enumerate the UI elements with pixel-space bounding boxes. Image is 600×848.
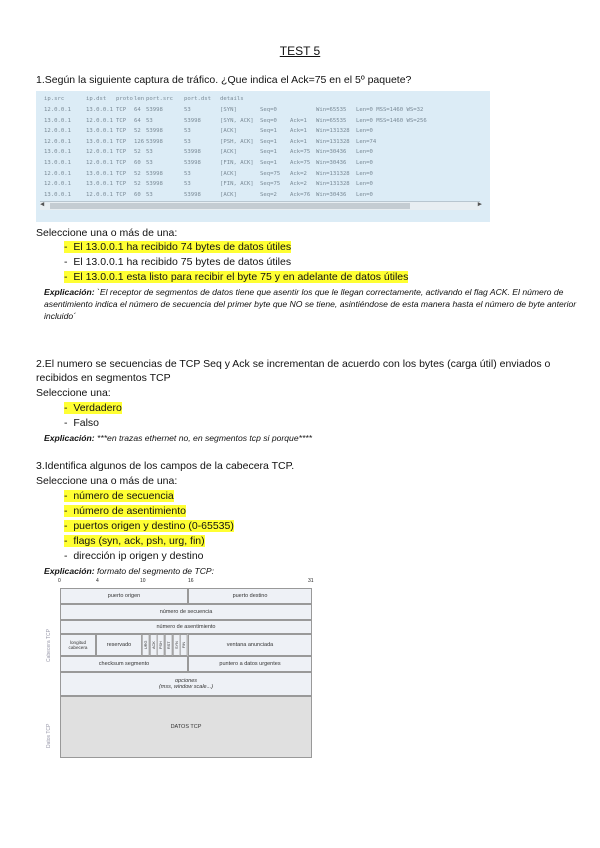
trace-cell: 52 (134, 181, 141, 188)
trace-cell: 52 (134, 128, 141, 135)
field-datos-tcp: DATOS TCP (60, 696, 312, 758)
trace-cell: 13.0.0.1 (44, 117, 71, 124)
trace-cell: Win=131328 (316, 181, 350, 188)
trace-cell: TCP (116, 107, 127, 113)
trace-cell: Seq=1 (260, 160, 277, 166)
trace-cell: 53998 (146, 128, 163, 135)
q2-explanation-text: ***en trazas ethernet no, en segmentos tcp si porque**** (94, 433, 312, 443)
trace-cell: Len=74 (356, 138, 377, 145)
trace-cell: [ACK] (220, 191, 237, 198)
trace-cell: Win=131328 (316, 138, 350, 145)
scrollbar-thumb[interactable] (50, 203, 410, 209)
trace-cell: Seq=75 (260, 170, 281, 177)
trace-cell: [SYN, ACK] (220, 117, 254, 124)
trace-cell: 13.0.0.1 (44, 149, 71, 156)
trace-cell: 53 (184, 128, 191, 135)
q1-option[interactable]: - El 13.0.0.1 ha recibido 74 bytes de datos útiles (64, 241, 292, 253)
trace-cell: Len=0 (356, 170, 373, 177)
trace-cell: Ack=2 (290, 170, 307, 177)
trace-cell: 60 (134, 191, 141, 198)
q3-option[interactable]: - dirección ip origen y destino (64, 550, 204, 562)
trace-cell: Ack=76 (290, 191, 311, 198)
trace-cell: TCP (116, 160, 127, 166)
trace-cell: Win=30436 (316, 191, 347, 198)
trace-col-header: ip.src (44, 96, 65, 102)
trace-row (44, 118, 427, 124)
trace-cell: 53998 (146, 181, 163, 188)
trace-cell: TCP (116, 117, 127, 124)
q3-option[interactable]: - número de secuencia (64, 490, 174, 502)
q3-option[interactable]: - puertos origen y destino (0-65535) (64, 520, 234, 532)
side-label-data: Datos TCP (46, 723, 52, 748)
trace-row (44, 181, 373, 187)
q1-explanation (44, 286, 579, 322)
field-reservado: reservado (96, 634, 142, 656)
field-checksum: checksum segmento (60, 656, 188, 672)
trace-cell: [FIN, ACK] (220, 181, 254, 188)
trace-cell: Seq=2 (260, 191, 277, 198)
trace-cell: 53 (146, 149, 153, 156)
flag-ack: ACK (150, 634, 158, 656)
question-3-prompt: Seleccione una o más de una: (36, 475, 178, 487)
trace-cell: Len=0 (356, 160, 373, 166)
trace-cell: 53 (184, 181, 191, 188)
tcp-segment-diagram (46, 578, 320, 764)
q3-option-label: número de asentimiento (73, 505, 186, 517)
q1-option-label: El 13.0.0.1 ha recibido 74 bytes de datos útiles (73, 241, 292, 253)
q2-option[interactable]: - Verdadero (64, 402, 122, 414)
field-longitud-cabecera: longitud cabecera (60, 634, 96, 656)
trace-row (44, 107, 423, 113)
trace-cell: TCP (116, 128, 127, 135)
trace-cell: Seq=0 (260, 117, 277, 124)
page-title: TEST 5 (279, 44, 321, 58)
q1-option-label: El 13.0.0.1 esta listo para recibir el byte 75 y en adelante de datos útiles (73, 271, 409, 283)
trace-cell: 53 (146, 117, 153, 124)
trace-cell: 53 (184, 170, 191, 177)
trace-cell: 53998 (184, 160, 201, 166)
question-2-prompt: Seleccione una: (36, 387, 111, 399)
q1-option[interactable]: - El 13.0.0.1 esta listo para recibir el byte 75 y en adelante de datos útiles (64, 271, 409, 283)
trace-cell: Win=131328 (316, 128, 350, 135)
flag-syn: SYN (173, 634, 181, 656)
trace-cell: 12.0.0.1 (86, 117, 113, 124)
trace-cell: Ack=1 (290, 117, 307, 124)
trace-cell: 13.0.0.1 (44, 160, 71, 166)
trace-cell: [ACK] (220, 170, 237, 177)
flag-fin: FIN (180, 634, 188, 656)
trace-cell: TCP (116, 138, 127, 145)
trace-cell: Len=0 (356, 181, 373, 188)
trace-row (44, 139, 376, 145)
q3-option-label: dirección ip origen y destino (73, 550, 204, 562)
bit-tick: 0 (58, 578, 61, 584)
question-1-prompt: Seleccione una o más de una: (36, 227, 178, 239)
question-1: 1.Según la siguiente captura de tráfico. ¿Que indica el Ack=75 en el 5º paquete? (36, 74, 412, 86)
trace-cell: Ack=1 (290, 138, 307, 145)
trace-cell: Win=65535 (316, 117, 347, 124)
field-puntero-urgente: puntero a datos urgentes (188, 656, 312, 672)
flag-urg: URG (142, 634, 150, 656)
q3-option[interactable]: - flags (syn, ack, psh, urg, fin) (64, 535, 205, 547)
trace-cell: Seq=1 (260, 128, 277, 135)
field-flags (142, 634, 188, 656)
horizontal-scrollbar[interactable] (40, 201, 480, 210)
q1-option-label: El 13.0.0.1 ha recibido 75 bytes de datos útiles (73, 256, 292, 268)
trace-cell: [ACK] (220, 128, 237, 135)
trace-cell: 12.0.0.1 (44, 128, 71, 135)
q2-option-label: Verdadero (73, 402, 122, 414)
traffic-capture (36, 91, 490, 222)
question-3: 3.Identifica algunos de los campos de la cabecera TCP. (36, 460, 295, 472)
q2-option-label: Falso (73, 417, 100, 429)
trace-cell: Ack=75 (290, 149, 311, 156)
question-2: 2.El numero se secuencias de TCP Seq y Ack se incrementan de acuerdo con los bytes (carga útil) enviados o recibidos en segmentos TCP (36, 358, 551, 384)
trace-col-header: ip.dst (86, 96, 107, 102)
trace-cell: 53998 (184, 191, 201, 198)
q2-option[interactable]: - Falso (64, 417, 100, 429)
field-numero-secuencia: número de secuencia (60, 604, 312, 620)
q2-explanation (44, 432, 579, 444)
trace-cell: 53 (184, 138, 191, 145)
trace-row (44, 192, 373, 198)
trace-cell: 13.0.0.1 (44, 191, 71, 198)
trace-cell: 12.0.0.1 (44, 138, 71, 145)
q3-option-label: número de secuencia (73, 490, 174, 502)
trace-cell: [FIN, ACK] (220, 160, 254, 166)
trace-cell: [ACK] (220, 149, 237, 156)
trace-row (44, 160, 373, 166)
q3-option-label: flags (syn, ack, psh, urg, fin) (73, 535, 205, 547)
opciones-sub-label: (mss, window scale...) (158, 684, 214, 690)
side-label-header: Cabecera TCP (46, 629, 52, 662)
trace-cell: 13.0.0.1 (86, 107, 113, 113)
q2-explanation-label: Explicación: (44, 433, 95, 443)
trace-cell: Ack=1 (290, 128, 307, 135)
trace-cell: Ack=2 (290, 181, 307, 188)
trace-cell: Seq=1 (260, 138, 277, 145)
trace-cell: Len=0 (356, 128, 373, 135)
scroll-right-icon[interactable]: ▶ (477, 200, 482, 208)
trace-col-header: len (134, 96, 145, 102)
trace-cell: Seq=1 (260, 149, 277, 156)
bit-tick: 4 (96, 578, 99, 584)
flag-psh: PSH (157, 634, 165, 656)
trace-cell: TCP (116, 170, 127, 177)
trace-cell: 13.0.0.1 (86, 138, 113, 145)
trace-cell: 12.0.0.1 (86, 160, 113, 166)
trace-cell: 12.0.0.1 (44, 170, 71, 177)
trace-cell: 126 (134, 138, 145, 145)
q1-explanation-text: `El receptor de segmentos de datos tiene que asentir los que le llegan correctamente, activando el flag ACK. El número de asentimiento indica el número de secuencia del primer byte que NO se tiene, asintiéndose de esta manera hasta el número de byte anterior incluido´ (44, 287, 577, 321)
trace-cell: [PSH, ACK] (220, 138, 254, 145)
flag-rst: RST (165, 634, 173, 656)
trace-cell: Win=131328 (316, 170, 350, 177)
trace-cell: 53 (146, 160, 153, 166)
trace-cell: 12.0.0.1 (44, 181, 71, 188)
trace-cell: 64 (134, 107, 141, 113)
trace-cell: Seq=0 (260, 107, 277, 113)
bit-tick: 10 (140, 578, 146, 584)
trace-cell: 52 (134, 170, 141, 177)
q3-option-label: puertos origen y destino (0-65535) (73, 520, 234, 532)
trace-cell: 13.0.0.1 (86, 128, 113, 135)
trace-col-header: proto (116, 96, 133, 102)
trace-cell: Ack=75 (290, 160, 311, 166)
trace-cell: 53998 (184, 149, 201, 156)
trace-cell: 64 (134, 117, 141, 124)
bit-tick: 16 (188, 578, 194, 584)
trace-cell: 12.0.0.1 (86, 149, 113, 156)
trace-cell: 53 (146, 191, 153, 198)
trace-cell: 53 (184, 107, 191, 113)
field-opciones (60, 672, 312, 696)
q3-explanation-label: Explicación: (44, 566, 95, 576)
trace-cell: TCP (116, 191, 127, 198)
q3-option[interactable]: - número de asentimiento (64, 505, 186, 517)
trace-cell: 53998 (146, 138, 163, 145)
trace-cell: Len=0 MSS=1460 WS=256 (356, 117, 427, 124)
trace-cell: 13.0.0.1 (86, 170, 113, 177)
q3-explanation (44, 565, 579, 577)
trace-cell: Len=0 MSS=1460 WS=32 (356, 107, 424, 113)
field-puerto-destino: puerto destino (188, 588, 312, 604)
field-puerto-origen: puerto origen (60, 588, 188, 604)
trace-cell: [SYN] (220, 107, 237, 113)
trace-cell: TCP (116, 181, 127, 188)
trace-col-header: details (220, 96, 244, 102)
trace-col-header: port.src (146, 96, 173, 102)
trace-cell: 12.0.0.1 (44, 107, 71, 113)
opciones-label: opciones (174, 678, 198, 684)
bit-tick: 31 (308, 578, 314, 584)
q1-option[interactable]: - El 13.0.0.1 ha recibido 75 bytes de datos útiles (64, 256, 292, 268)
trace-cell: 60 (134, 160, 141, 166)
trace-cell: 53998 (146, 107, 163, 113)
trace-cell: 53998 (146, 170, 163, 177)
field-ventana: ventana anunciada (188, 634, 312, 656)
trace-cell: Seq=75 (260, 181, 281, 188)
q3-explanation-text: formato del segmento de TCP: (94, 566, 215, 576)
trace-cell: TCP (116, 149, 127, 156)
trace-cell: 13.0.0.1 (86, 181, 113, 188)
trace-col-header: port.dst (184, 96, 211, 102)
trace-row (44, 149, 373, 155)
trace-cell: Win=65535 (316, 107, 347, 113)
field-numero-asentimiento: número de asentimiento (60, 620, 312, 634)
trace-row (44, 171, 373, 177)
q1-explanation-label: Explicación: (44, 287, 95, 297)
trace-cell: Win=30436 (316, 160, 347, 166)
scroll-left-icon[interactable]: ◀ (40, 200, 45, 208)
trace-cell: Win=30436 (316, 149, 347, 156)
trace-cell: Len=0 (356, 149, 373, 156)
trace-cell: Len=0 (356, 191, 373, 198)
trace-cell: 53998 (184, 117, 201, 124)
trace-row (44, 128, 373, 134)
trace-cell: 52 (134, 149, 141, 156)
trace-cell: 12.0.0.1 (86, 191, 113, 198)
trace-header (44, 96, 244, 102)
